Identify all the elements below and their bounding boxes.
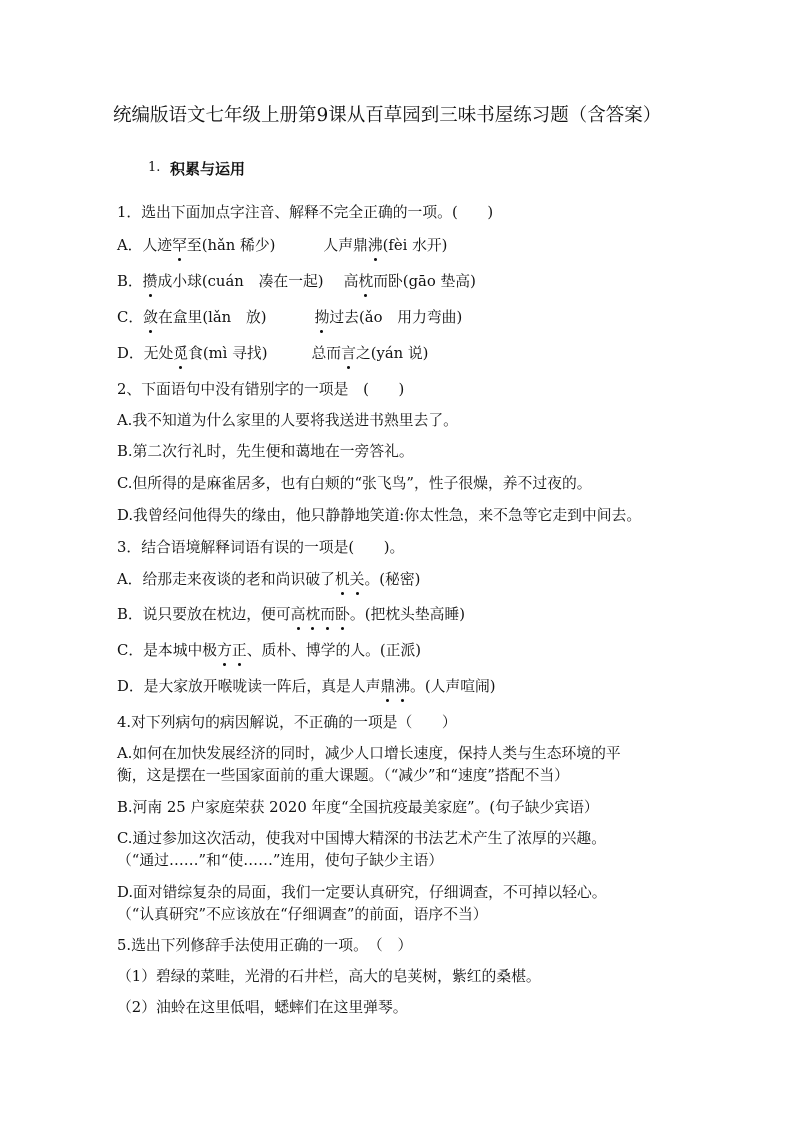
dotted-char: 关	[349, 571, 365, 588]
option-text: (fèi 水开)	[382, 237, 448, 254]
question-4-option-a-line2: 衡，这是摆在一些国家面前的重大课题。（“减少”和“速度”搭配不当）	[117, 767, 569, 784]
question-5-sentence-1: （1）碧绿的菜畦，光滑的石井栏，高大的皂荚树，紫红的桑椹。	[117, 968, 541, 985]
option-text: 、质朴、博学的人。(正派)	[246, 642, 422, 659]
option-text: D．是大家放开喉咙读一阵后，真是人声	[117, 678, 381, 695]
question-4-stem: 4.对下列病句的病因解说，不正确的一项是（ ）	[117, 714, 457, 731]
question-3-option-b	[117, 605, 717, 625]
dotted-char: 言	[341, 345, 356, 362]
option-text: 。(把枕头垫高睡)	[349, 606, 466, 623]
question-2-option-b: B.第二次行礼时，先生便和蔼地在一旁答礼。	[117, 443, 414, 460]
dotted-char: 觅	[173, 345, 189, 362]
dotted-char: 罕	[172, 237, 187, 254]
option-text: 之(yán 说)	[355, 345, 429, 362]
option-text: 人声鼎	[323, 237, 368, 254]
question-1-option-d	[117, 344, 717, 364]
option-text: 食(mì 寻找)	[188, 345, 268, 362]
question-2-stem: 2、下面语句中没有错别字的一项是 ( )	[117, 381, 405, 398]
question-1-stem: 1．选出下面加点字注音、解释不完全正确的一项。( )	[117, 204, 494, 221]
option-text: 成小球(cuán 凑在一起)	[157, 273, 324, 290]
question-4-option-a-line1: A.如何在加快发展经济的同时，减少人口增长速度，保持人类与生态环境的平	[117, 745, 621, 762]
section-number: 1.	[148, 160, 161, 175]
option-text: C．是本城中极	[117, 642, 218, 659]
dotted-char: 机	[334, 571, 350, 588]
document-title: 统编版语文七年级上册第9课从百草园到三味书屋练习题（含答案）	[113, 105, 662, 126]
question-3-option-d	[117, 677, 717, 697]
question-5-sentence-2: （2）油蛉在这里低唱，蟋蟀们在这里弹琴。	[117, 999, 408, 1016]
dotted-char: 鼎	[380, 678, 396, 695]
option-text: 而卧(gāo 垫高)	[373, 273, 476, 290]
option-text: A．给那走来夜谈的老和尚识破了	[117, 571, 335, 588]
question-1-option-b	[117, 272, 717, 292]
option-text: A．人迹	[117, 237, 173, 254]
question-3-stem: 3．结合语境解释词语有误的一项是( )。	[117, 539, 405, 556]
question-1-option-a	[117, 236, 717, 256]
dotted-char: 卧	[335, 606, 350, 623]
dotted-char: 方	[217, 642, 232, 659]
option-text: B．说只要放在枕边，便可	[117, 606, 291, 623]
option-text: B．	[117, 273, 143, 290]
question-4-option-c-line1: C.通过参加这次活动，使我对中国博大精深的书法艺术产生了浓厚的兴趣。	[117, 830, 607, 847]
option-text: D．无处	[117, 345, 174, 362]
question-4-option-d-line2: （“认真研究”不应该放在“仔细调查”的前面，语序不当）	[117, 906, 488, 923]
question-2-option-a: A.我不知道为什么家里的人要将我送进书熟里去了。	[117, 412, 458, 429]
question-3-option-c	[117, 641, 717, 661]
option-text: 至(hǎn 稀少)	[186, 237, 276, 254]
option-text: C．	[117, 309, 144, 326]
question-3-option-a	[117, 570, 717, 590]
question-2-option-c: C.但所得的是麻雀居多，也有白颊的“张飞鸟”，性子很燥，养不过夜的。	[117, 475, 592, 492]
question-2-option-d: D.我曾经问他得失的缘由，他只静静地笑道:你太性急，来不急等它走到中间去。	[117, 507, 642, 524]
option-text: 。(秘密)	[364, 571, 421, 588]
dotted-char: 枕	[358, 273, 374, 290]
option-text: 过去(ǎo 用力弯曲)	[329, 309, 463, 326]
question-1-option-c	[117, 308, 717, 328]
dotted-char: 敛	[143, 309, 158, 326]
question-4-option-b: B.河南 25 户家庭荣获 2020 年度“全国抗疫最美家庭”。(句子缺少宾语）	[117, 799, 599, 816]
dotted-char: 枕	[305, 606, 321, 623]
dotted-char: 沸	[367, 237, 383, 254]
dotted-char: 而	[320, 606, 336, 623]
option-text: 在盒里(lǎn 放)	[157, 309, 267, 326]
dotted-char: 攒	[142, 273, 158, 290]
question-5-stem: 5.选出下列修辞手法使用正确的一项。 （ ）	[117, 937, 413, 954]
question-4-option-d-line1: D.面对错综复杂的局面，我们一定要认真研究，仔细调查，不可掉以轻心。	[117, 884, 607, 901]
dotted-char: 拗	[314, 309, 330, 326]
option-text: 总而	[311, 345, 342, 362]
option-text: 高	[343, 273, 359, 290]
dotted-char: 高	[290, 606, 306, 623]
dotted-char: 沸	[395, 678, 411, 695]
option-text: 。(人声喧闹)	[410, 678, 496, 695]
question-4-option-c-line2: （“通过……”和“使……”连用，使句子缺少主语）	[117, 852, 444, 869]
section-title: 积累与运用	[170, 160, 246, 178]
dotted-char: 正	[231, 642, 247, 659]
